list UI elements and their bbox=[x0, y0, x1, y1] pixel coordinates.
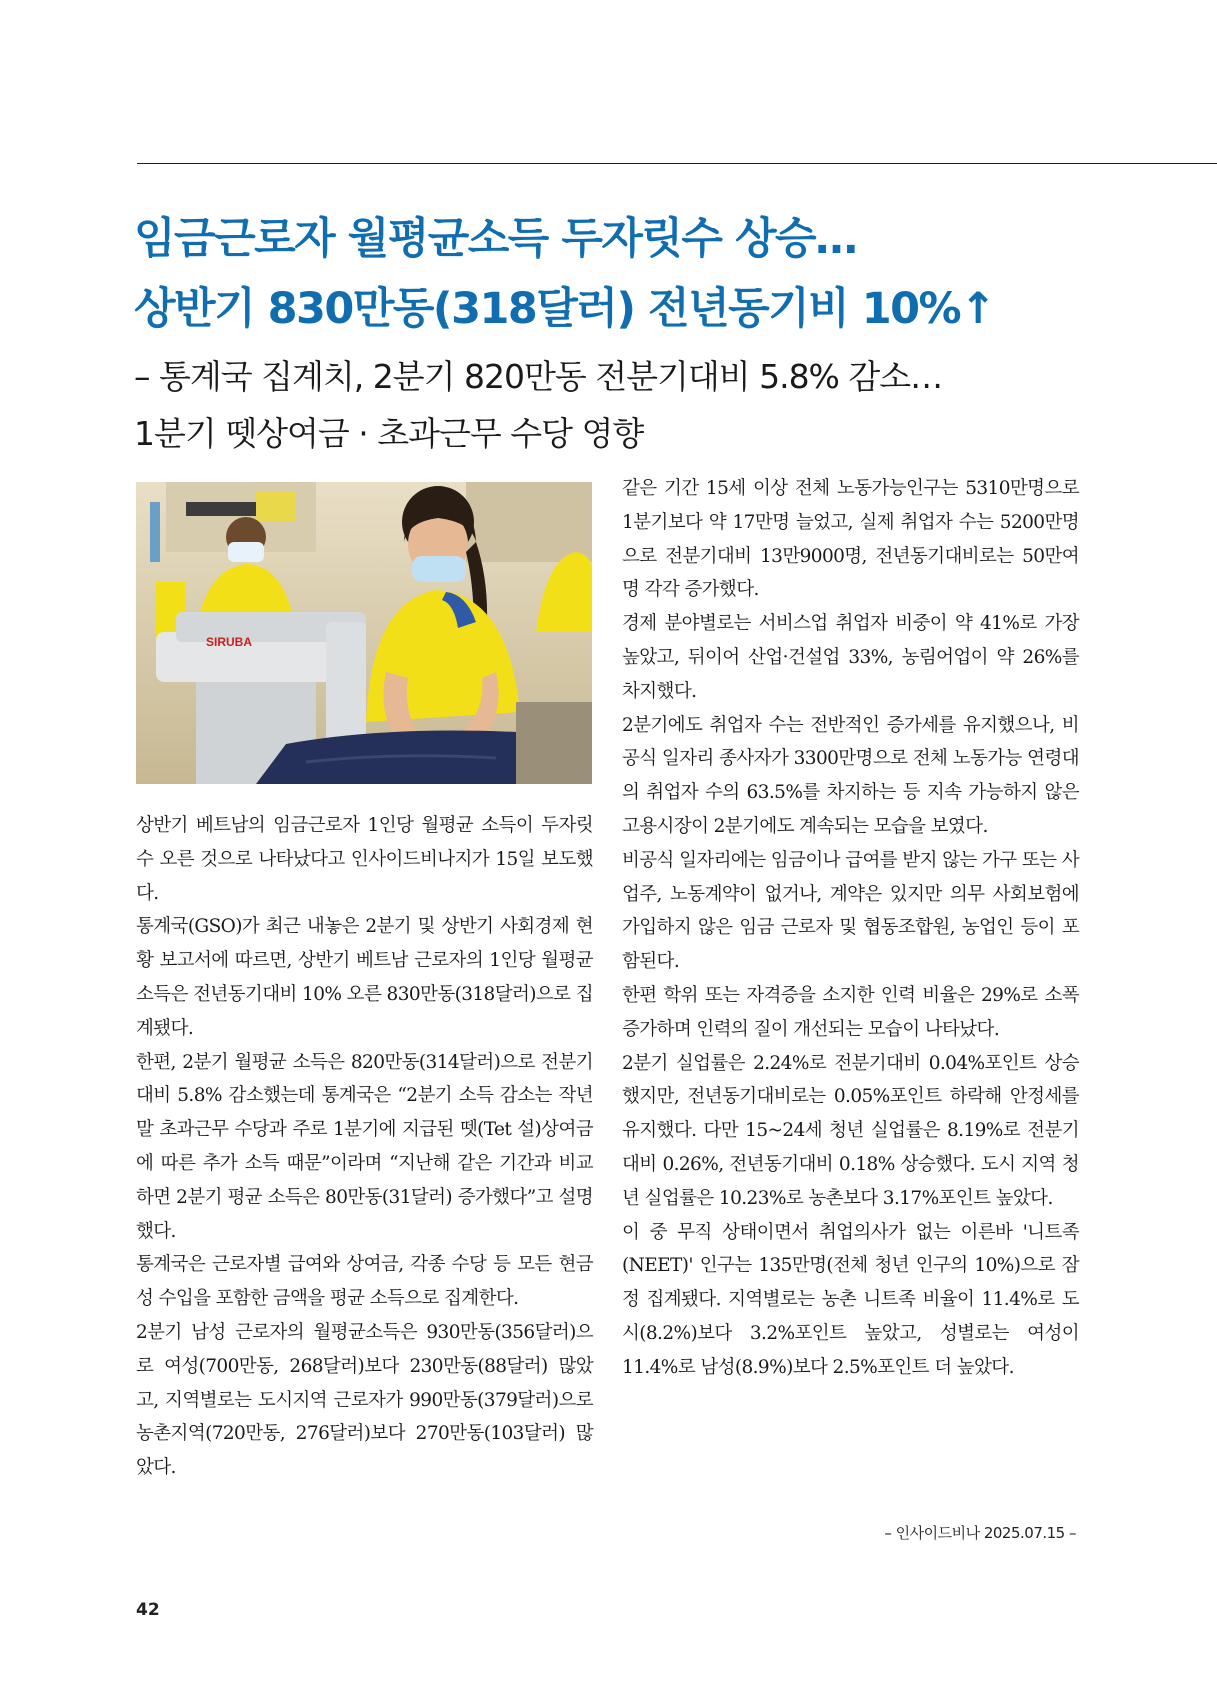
paragraph: 비공식 일자리에는 임금이나 급여를 받지 않는 가구 또는 사업주, 노동계약이 없거나, 계약은 있지만 의무 사회보험에 가입하지 않은 임금 근로자 및 협동조합원, 농업인 등이 포함된다. bbox=[622, 849, 1079, 973]
machine-brand-label: SIRUBA bbox=[206, 635, 253, 649]
paragraph: 한편 학위 또는 자격증을 소지한 인력 비율은 29%로 소폭 증가하며 인력의 질이 개선되는 모습이 나타났다. bbox=[622, 984, 1079, 1040]
page-number: 42 bbox=[136, 1600, 160, 1620]
source-credit: – 인사이드비나 2025.07.15 – bbox=[884, 1524, 1076, 1542]
paragraph: 한편, 2분기 월평균 소득은 820만동(314달러)으로 전분기대비 5.8% 감소했는데 통계국은 “2분기 소득 감소는 작년말 초과근무 수당과 주로 1분기에 지급된 뗏(Tet 설)상여금에 따른 추가 소득 때문”이라며 “지난해 같은 기간과 비교하면 2분기 평균 소득은 80만동(31달러) 증가했다”고 설명했다. bbox=[136, 1051, 593, 1242]
article-body-left-column bbox=[136, 809, 593, 1485]
headline bbox=[134, 204, 995, 344]
paragraph: 2분기 남성 근로자의 월평균소득은 930만동(356달러)으로 여성(700만동, 268달러)보다 230만동(88달러) 많았고, 지역별로는 도시지역 근로자가 990만동(379달러)으로 농촌지역(720만동, 276달러)보다 270만동(103달러) 많았다. bbox=[136, 1321, 593, 1479]
paragraph: 통계국은 근로자별 급여와 상여금, 각종 수당 등 모든 현금성 수입을 포함한 금액을 평균 소득으로 집계한다. bbox=[136, 1254, 593, 1310]
headline-line-2: 상반기 830만동(318달러) 전년동기비 10%↑ bbox=[134, 284, 995, 334]
article-photo bbox=[136, 482, 592, 784]
subheadline-line-1: – 통계국 집계치, 2분기 820만동 전분기대비 5.8% 감소… bbox=[134, 357, 943, 396]
top-rule bbox=[137, 163, 1217, 164]
paragraph: 경제 분야별로는 서비스업 취업자 비중이 약 41%로 가장 높았고, 뒤이어 산업·건설업 33%, 농림어업이 약 26%를 차지했다. bbox=[622, 613, 1079, 702]
paragraph: 2분기 실업률은 2.24%로 전분기대비 0.04%포인트 상승했지만, 전년동기대비로는 0.05%포인트 하락해 안정세를 유지했다. 다만 15~24세 청년 실업률은 8.19%로 전분기대비 0.26%, 전년동기대비 0.18% 상승했다. 도시 지역 청년 실업률은 10.23%로 농촌보다 3.17%포인트 높았다. bbox=[622, 1052, 1079, 1209]
paragraph: 통계국(GSO)가 최근 내놓은 2분기 및 상반기 사회경제 현황 보고서에 따르면, 상반기 베트남 근로자의 1인당 월평균 소득은 전년동기대비 10% 오른 830만동(318달러)으로 집계됐다. bbox=[136, 916, 593, 1039]
subheadline-line-2: 1분기 뗏상여금 · 초과근무 수당 영향 bbox=[134, 414, 644, 453]
article-body-right-column bbox=[622, 472, 1079, 1385]
paragraph: 상반기 베트남의 임금근로자 1인당 월평균 소득이 두자릿수 오른 것으로 나타났다고 인사이드비나지가 15일 보도했다. bbox=[136, 815, 593, 904]
paragraph: 같은 기간 15세 이상 전체 노동가능인구는 5310만명으로 1분기보다 약 17만명 늘었고, 실제 취업자 수는 5200만명으로 전분기대비 13만9000명, 전년동기대비로는 50만여명 각각 증가했다. bbox=[622, 478, 1079, 601]
sewing-factory-illustration bbox=[136, 482, 592, 784]
headline-line-1: 임금근로자 월평균소득 두자릿수 상승… bbox=[134, 214, 857, 264]
paragraph: 이 중 무직 상태이면서 취업의사가 없는 이른바 '니트족(NEET)' 인구는 135만명(전체 청년 인구의 10%)으로 잠정 집계됐다. 지역별로는 농촌 니트족 비율이 11.4%로 도시(8.2%)보다 3.2%포인트 높았고, 성별로는 여성이 11.4%로 남성(8.9%)보다 2.5%포인트 더 높았다. bbox=[622, 1221, 1079, 1378]
subheadline bbox=[134, 348, 942, 462]
paragraph: 2분기에도 취업자 수는 전반적인 증가세를 유지했으나, 비공식 일자리 종사자가 3300만명으로 전체 노동가능 연령대의 취업자 수의 63.5%를 차지하는 등 지속 가능하지 않은 고용시장이 2분기에도 계속되는 모습을 보였다. bbox=[622, 714, 1079, 837]
